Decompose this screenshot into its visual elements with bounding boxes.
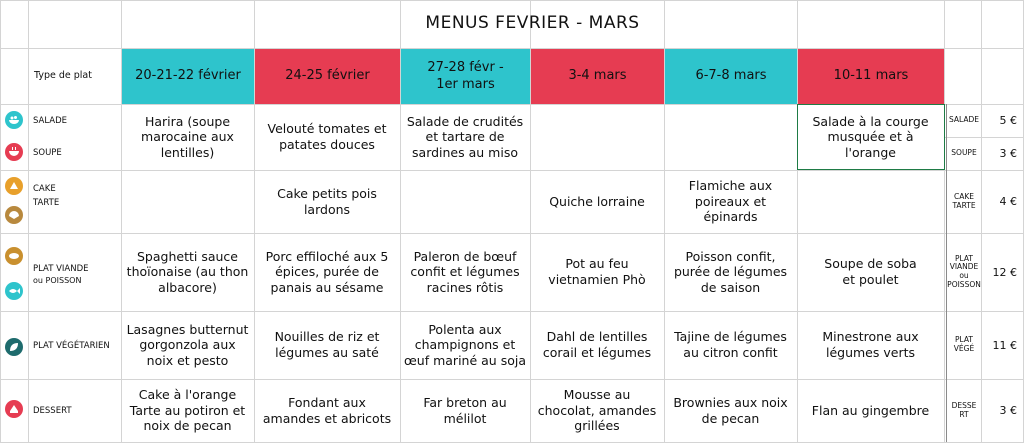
fish-icon xyxy=(5,282,23,300)
row-label-plat-viande: PLAT VIANDE xyxy=(33,264,89,274)
row-label-salade: SALADE xyxy=(33,116,68,126)
cell-salade-5[interactable] xyxy=(664,104,797,170)
cell-vege-6[interactable]: Minestrone aux légumes verts xyxy=(822,329,919,360)
cell-dessert-3[interactable]: Far breton au mélilot xyxy=(423,394,507,426)
row-label-cake: CAKE xyxy=(33,184,56,194)
price-cake[interactable]: 4 € xyxy=(999,195,1017,208)
cell-viande-3[interactable]: Paleron de bœuf confit et légumes racines rôtis xyxy=(410,248,520,295)
price-label-dessert: DESSERT xyxy=(951,400,977,419)
row-label-plat-vege: PLAT VÉGÉTARIEN xyxy=(33,341,110,351)
column-header-2[interactable]: 24-25 février xyxy=(255,49,400,104)
column-header-6[interactable]: 10-11 mars xyxy=(798,49,944,104)
cell-vege-3[interactable]: Polenta aux champignons et œuf mariné au soja xyxy=(404,321,526,368)
cell-salade-1[interactable]: Harira (soupe marocaine aux lentilles) xyxy=(141,113,234,160)
row-label-soupe: SOUPE xyxy=(33,148,62,158)
cell-vege-1[interactable]: Lasagnes butternut gorgonzola aux noix et pesto xyxy=(126,321,249,368)
page-title: MENUS FEVRIER - MARS xyxy=(425,13,640,34)
price-soupe[interactable]: 3 € xyxy=(999,147,1017,160)
cake-icon xyxy=(5,177,23,195)
row-label-dessert: DESSERT xyxy=(33,406,72,416)
cell-salade-6[interactable]: Salade à la courge musquée et à l'orange xyxy=(812,113,929,160)
price-label-plat: PLAT VIANDE ou POISSON xyxy=(947,253,981,289)
cell-viande-2[interactable]: Porc effiloché aux 5 épices, purée de panais au sésame xyxy=(265,248,389,295)
cell-dessert-5[interactable]: Brownies aux noix de pecan xyxy=(673,394,788,426)
price-label-salade: SALADE xyxy=(948,115,980,125)
tart-icon xyxy=(5,206,23,224)
row-label-ou-poisson: ou POISSON xyxy=(33,276,82,285)
column-header-4[interactable]: 3-4 mars xyxy=(531,49,664,104)
column-header-3[interactable]: 27-28 févr - 1er mars xyxy=(401,49,530,104)
row-label-tarte: TARTE xyxy=(33,198,60,208)
cell-salade-4[interactable] xyxy=(530,104,664,170)
dessert-icon xyxy=(5,400,23,418)
cell-vege-5[interactable]: Tajine de légumes au citron confit xyxy=(674,329,787,360)
cell-cake-6[interactable] xyxy=(797,170,944,233)
cell-cake-1[interactable] xyxy=(121,170,254,233)
cell-cake-5[interactable]: Flamiche aux poireaux et épinards xyxy=(688,178,773,225)
cell-viande-1[interactable]: Spaghetti sauce thoïonaise (au thon albacore) xyxy=(126,248,249,295)
cell-dessert-4[interactable]: Mousse au chocolat, amandes grillées xyxy=(537,387,657,434)
price-label-cake: CAKE TARTE xyxy=(952,191,976,210)
column-header-1[interactable]: 20-21-22 février xyxy=(122,49,254,104)
cell-dessert-6[interactable]: Flan au gingembre xyxy=(811,402,930,418)
price-dessert[interactable]: 3 € xyxy=(999,404,1017,417)
cell-dessert-1[interactable]: Cake à l'orange Tarte au potiron et noix de pecan xyxy=(129,387,246,434)
cell-viande-4[interactable]: Pot au feu vietnamien Phò xyxy=(548,256,646,287)
salad-bowl-icon xyxy=(5,111,23,129)
price-label-vege: PLAT VÉGÉ xyxy=(953,335,975,353)
cell-dessert-2[interactable]: Fondant aux amandes et abricots xyxy=(262,394,392,426)
price-plat[interactable]: 12 € xyxy=(992,265,1017,279)
price-salade[interactable]: 5 € xyxy=(999,114,1017,127)
price-label-soupe: SOUPE xyxy=(951,148,977,158)
cell-vege-4[interactable]: Dahl de lentilles corail et légumes xyxy=(542,329,652,360)
type-header: Type de plat xyxy=(34,70,92,82)
cell-vege-2[interactable]: Nouilles de riz et légumes au saté xyxy=(274,329,380,360)
column-header-5[interactable]: 6-7-8 mars xyxy=(665,49,797,104)
cell-cake-4[interactable]: Quiche lorraine xyxy=(549,193,645,209)
selected-cell-outline xyxy=(797,104,945,170)
soup-bowl-icon xyxy=(5,143,23,161)
cell-salade-2[interactable]: Velouté tomates et patates douces xyxy=(267,121,387,152)
cell-viande-6[interactable]: Soupe de soba et poulet xyxy=(824,256,917,287)
cell-salade-3[interactable]: Salade de crudités et tartare de sardines au miso xyxy=(406,113,524,160)
meat-icon xyxy=(5,247,23,265)
cell-cake-3[interactable] xyxy=(400,170,530,233)
leaf-icon xyxy=(5,338,23,356)
price-vege[interactable]: 11 € xyxy=(992,338,1017,352)
cell-viande-5[interactable]: Poisson confit, purée de légumes de saison xyxy=(673,248,788,295)
cell-cake-2[interactable]: Cake petits pois lardons xyxy=(277,185,377,217)
